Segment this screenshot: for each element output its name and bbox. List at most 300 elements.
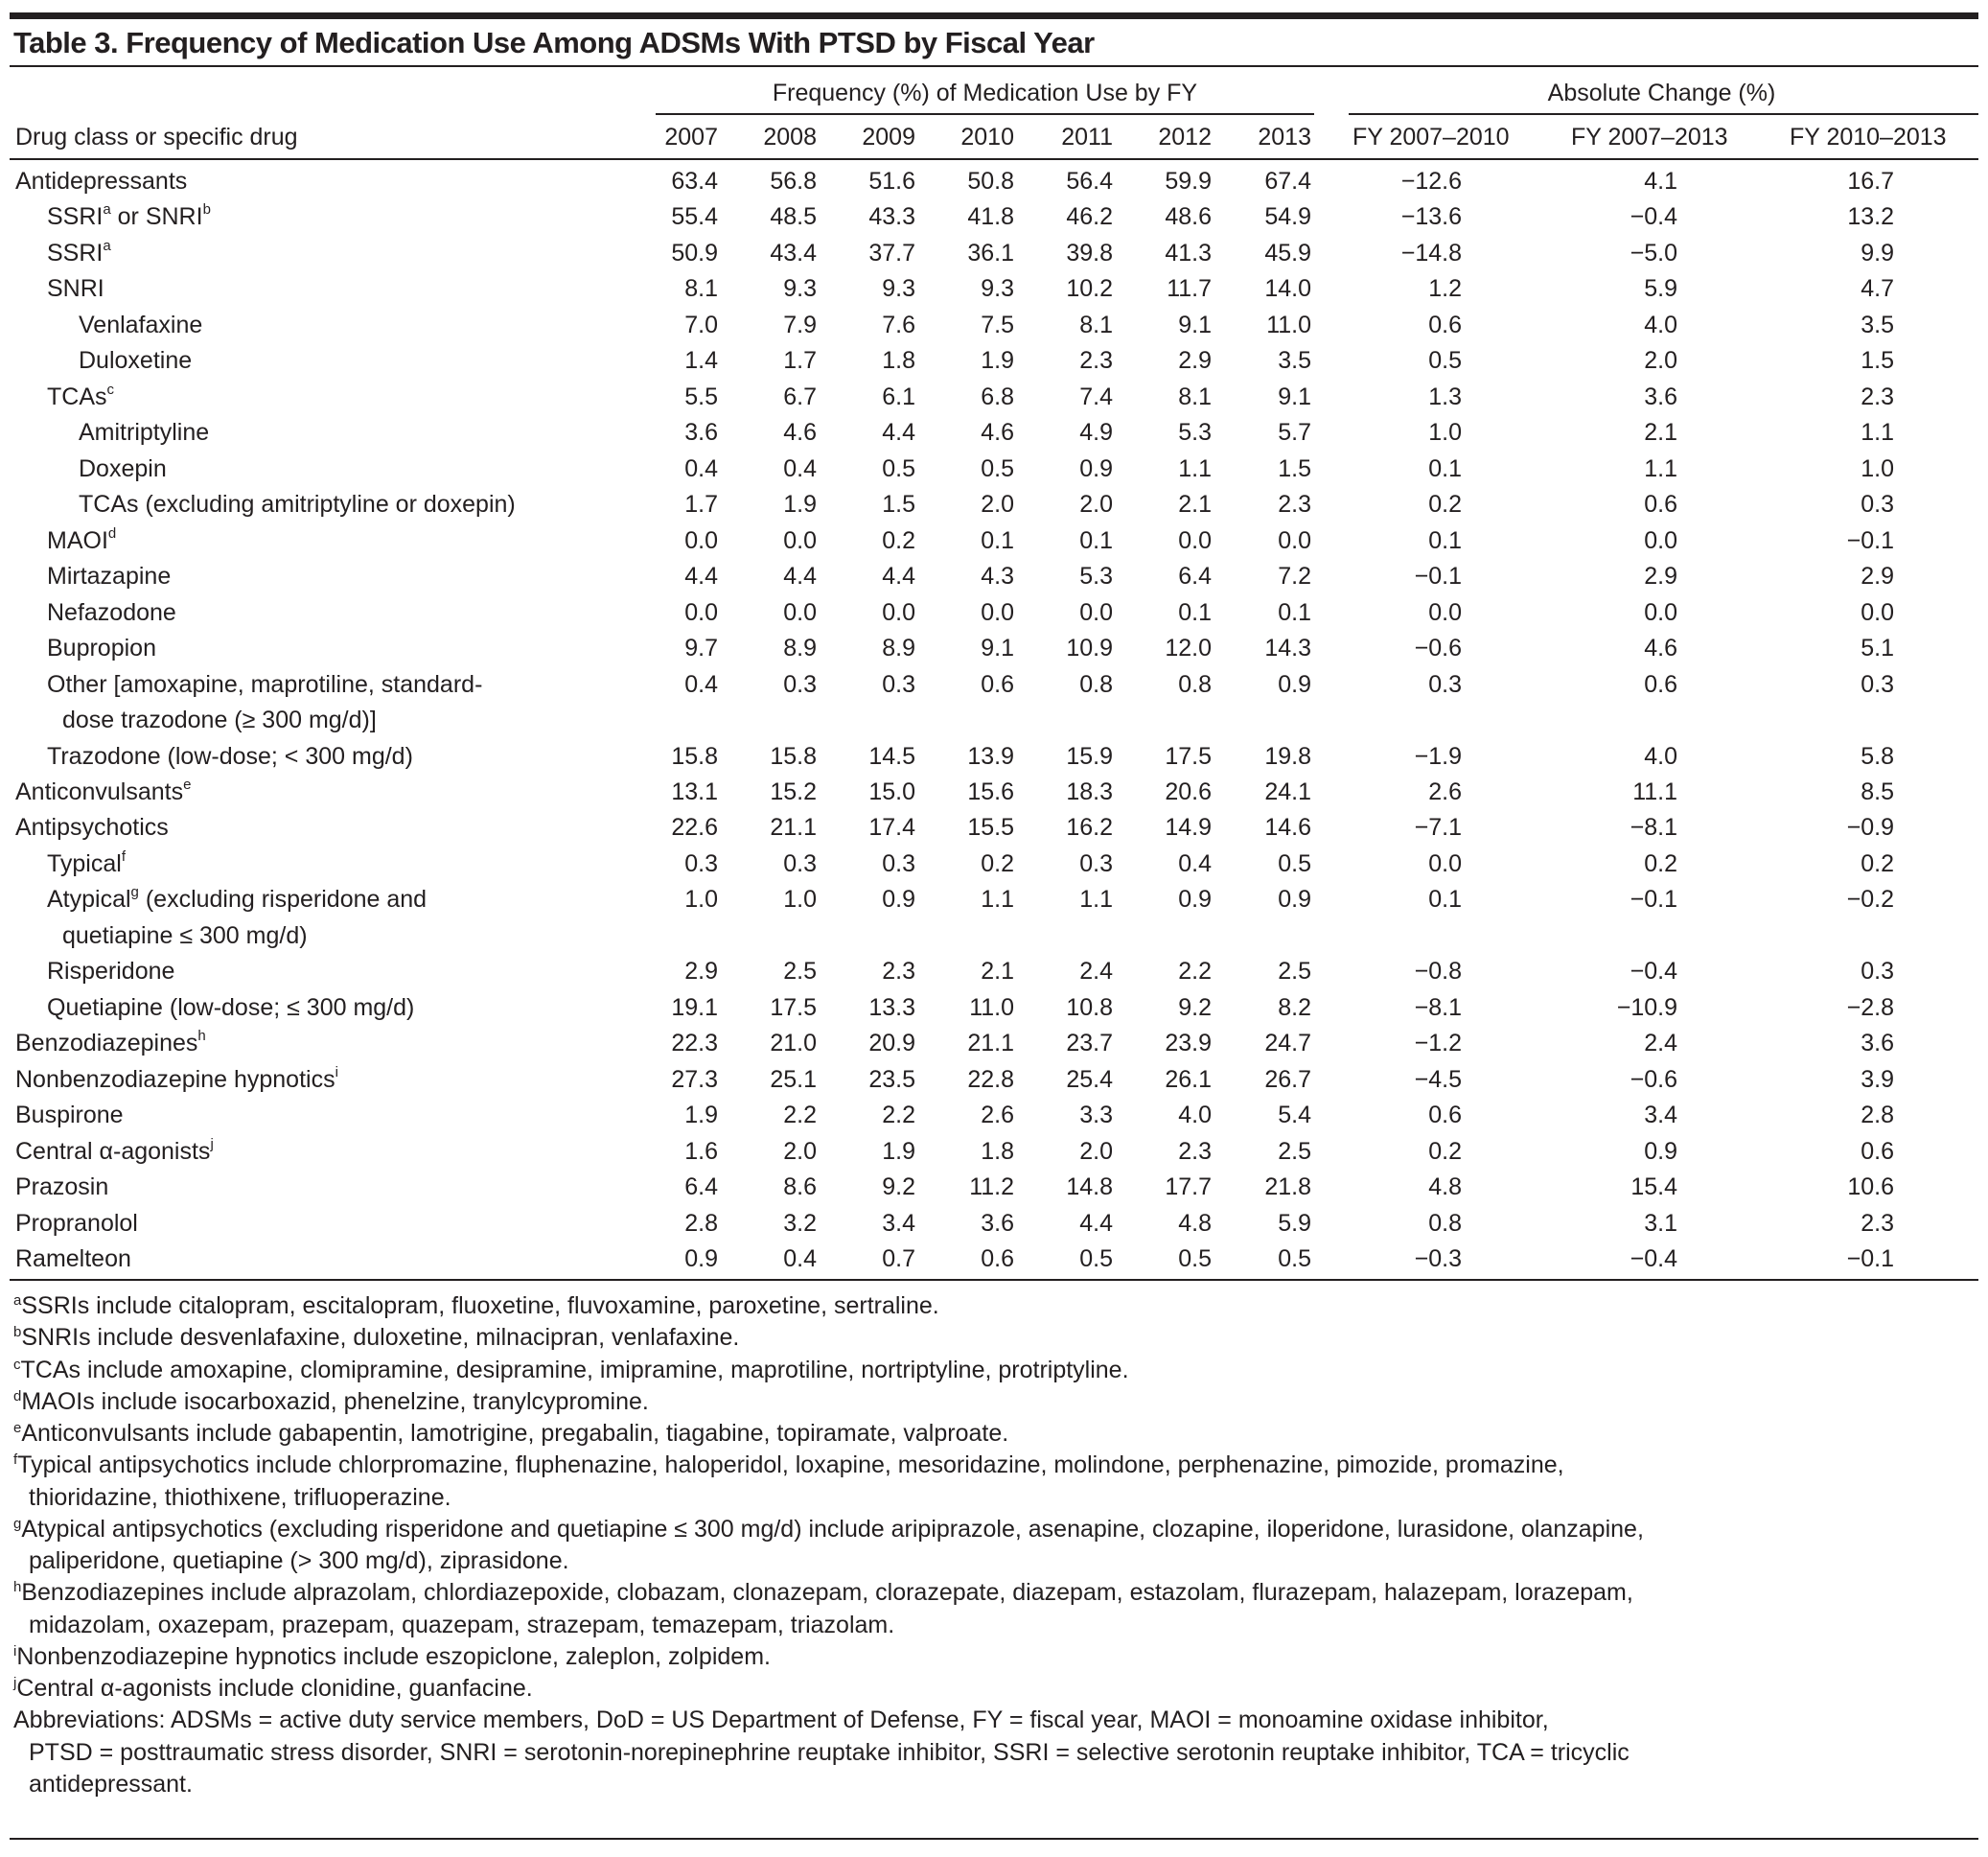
cell-change: −5.0 [1630, 239, 1677, 267]
footnote-text: Nonbenzodiazepine hypnotics include eszopiclone, zaleplon, zolpidem. [16, 1642, 771, 1670]
cell-frequency: 25.4 [1066, 1065, 1113, 1093]
cell-change: 1.0 [1861, 454, 1894, 482]
cell-frequency: 0.6 [981, 670, 1014, 698]
cell-frequency: 23.9 [1165, 1030, 1212, 1057]
cell-frequency: 4.3 [981, 563, 1014, 591]
cell-frequency: 15.0 [868, 778, 915, 805]
cell-frequency: 0.7 [882, 1245, 915, 1273]
row-label [47, 380, 114, 416]
cell-frequency: 0.0 [1178, 526, 1212, 554]
cell-frequency: 0.4 [783, 1245, 817, 1273]
cell-frequency: 0.0 [1278, 526, 1311, 554]
cell-frequency: 0.3 [783, 670, 817, 698]
label-text: Benzodiazepines [15, 1030, 198, 1057]
footnote-j [13, 1673, 533, 1705]
label-text: Risperidone [47, 958, 175, 986]
label-text: Other [amoxapine, maprotiline, standard- [47, 670, 483, 698]
table-row [0, 308, 1988, 344]
cell-frequency: 9.7 [684, 635, 718, 662]
cell-frequency: 1.4 [684, 347, 718, 375]
label-text: Doxepin [79, 454, 167, 482]
cell-frequency: 10.8 [1066, 993, 1113, 1021]
table-row [0, 487, 1988, 523]
cell-frequency: 55.4 [671, 203, 718, 231]
row-label [79, 308, 202, 344]
cell-change: 0.6 [1644, 491, 1677, 519]
row-label [47, 271, 104, 308]
row-label [47, 523, 116, 560]
cell-frequency: 21.1 [967, 1030, 1014, 1057]
cell-frequency: 4.4 [1079, 1209, 1113, 1237]
cell-frequency: 15.5 [967, 814, 1014, 842]
footnote-text: SSRIs include citalopram, escitalopram, fluoxetine, fluvoxamine, paroxetine, sertraline. [21, 1292, 939, 1319]
cell-frequency: 8.6 [783, 1173, 817, 1201]
cell-frequency: 48.6 [1165, 203, 1212, 231]
cell-frequency: 20.9 [868, 1030, 915, 1057]
row-label [47, 199, 211, 236]
cell-frequency: 43.4 [770, 239, 817, 267]
cell-change: 2.1 [1644, 419, 1677, 447]
table-row [0, 1134, 1988, 1171]
label-text: Antidepressants [15, 168, 188, 195]
cell-change: 1.0 [1428, 419, 1462, 447]
cell-frequency: 1.1 [1178, 454, 1212, 482]
header-year: 2008 [763, 124, 817, 151]
table-row [0, 1206, 1988, 1242]
cell-change: 2.0 [1644, 347, 1677, 375]
cell-change: 0.0 [1428, 849, 1462, 877]
cell-frequency: 4.9 [1079, 419, 1113, 447]
cell-frequency: 5.3 [1079, 563, 1113, 591]
cell-frequency: 2.5 [783, 958, 817, 986]
abbreviations-note [13, 1705, 1549, 1736]
label-text: Typical [47, 849, 122, 877]
footnote-i [13, 1641, 771, 1673]
cell-frequency: 4.6 [981, 419, 1014, 447]
cell-frequency: 5.7 [1278, 419, 1311, 447]
label-text: Propranolol [15, 1209, 138, 1237]
cell-change: 0.3 [1861, 958, 1894, 986]
cell-frequency: 6.8 [981, 383, 1014, 410]
label-text: TCAs (excluding amitriptyline or doxepin) [79, 491, 516, 519]
table-row [0, 415, 1988, 452]
cell-change: −10.9 [1616, 993, 1677, 1021]
cell-frequency: 6.4 [1178, 563, 1212, 591]
cell-change: 0.3 [1428, 670, 1462, 698]
cell-change: 3.6 [1861, 1030, 1894, 1057]
cell-change: 2.8 [1861, 1102, 1894, 1129]
cell-change: 5.9 [1644, 275, 1677, 303]
cell-frequency: 20.6 [1165, 778, 1212, 805]
cell-change: 9.9 [1861, 239, 1894, 267]
cell-frequency: 21.1 [770, 814, 817, 842]
cell-frequency: 4.4 [882, 419, 915, 447]
cell-change: 8.5 [1861, 778, 1894, 805]
header-rule [10, 158, 1978, 160]
table-row [0, 1098, 1988, 1134]
cell-frequency: 13.1 [671, 778, 718, 805]
cell-frequency: 50.8 [967, 168, 1014, 195]
cell-frequency: 2.5 [1278, 1137, 1311, 1165]
cell-frequency: 0.0 [1079, 598, 1113, 626]
cell-frequency: 11.0 [969, 993, 1014, 1021]
cell-frequency: 17.4 [868, 814, 915, 842]
cell-change: 16.7 [1847, 168, 1894, 195]
cell-change: −0.8 [1414, 958, 1462, 986]
table-row [0, 847, 1988, 883]
cell-frequency: 0.4 [684, 670, 718, 698]
footnote-g [13, 1545, 569, 1577]
label-text: MAOI [47, 526, 108, 554]
cell-frequency: 3.6 [684, 419, 718, 447]
cell-frequency: 0.3 [882, 670, 915, 698]
cell-change: 2.9 [1644, 563, 1677, 591]
cell-frequency: 8.9 [783, 635, 817, 662]
cell-frequency: 1.5 [882, 491, 915, 519]
cell-frequency: 0.5 [981, 454, 1014, 482]
cell-change: 10.6 [1847, 1173, 1894, 1201]
header-year: 2013 [1258, 124, 1311, 151]
cell-frequency: 0.9 [684, 1245, 718, 1273]
cell-frequency: 0.0 [783, 598, 817, 626]
label-text: SSRI [47, 203, 104, 231]
table-row-continuation [0, 703, 1988, 739]
bottom-rule [10, 1838, 1978, 1840]
cell-frequency: 10.9 [1066, 635, 1113, 662]
cell-change: −13.6 [1400, 203, 1462, 231]
footnote-e [13, 1418, 1008, 1450]
footnote-text: TCAs include amoxapine, clomipramine, desipramine, imipramine, maprotiline, nortriptyline, protriptyline. [20, 1356, 1129, 1383]
cell-frequency: 0.9 [1079, 454, 1113, 482]
cell-change: −0.1 [1414, 563, 1462, 591]
cell-frequency: 2.6 [981, 1102, 1014, 1129]
footnote-text: Anticonvulsants include gabapentin, lamotrigine, pregabalin, tiagabine, topiramate, valproate. [21, 1420, 1009, 1447]
cell-change: 0.6 [1861, 1137, 1894, 1165]
label-text: TCAs [47, 383, 107, 410]
cell-frequency: 7.5 [981, 311, 1014, 338]
cell-frequency: 14.8 [1066, 1173, 1113, 1201]
cell-frequency: 26.7 [1264, 1065, 1311, 1093]
cell-frequency: 0.1 [1178, 598, 1212, 626]
footnote-text: Central α-agonists include clonidine, guanfacine. [16, 1675, 533, 1702]
cell-frequency: 45.9 [1264, 239, 1311, 267]
cell-change: 0.6 [1428, 311, 1462, 338]
cell-frequency: 0.2 [981, 849, 1014, 877]
table-row [0, 1062, 1988, 1099]
cell-frequency: 17.5 [1165, 742, 1212, 770]
cell-change: 5.1 [1861, 635, 1894, 662]
label-text: (excluding risperidone and [138, 886, 428, 914]
cell-frequency: 15.9 [1066, 742, 1113, 770]
footnote-marker: j [210, 1135, 214, 1152]
header-group-frequency: Frequency (%) of Medication Use by FY [772, 80, 1198, 106]
row-label [79, 452, 167, 488]
cell-frequency: 1.9 [981, 347, 1014, 375]
cell-frequency: 0.1 [1278, 598, 1311, 626]
footnote-h [13, 1610, 894, 1641]
table-row [0, 954, 1988, 990]
cell-change: 5.8 [1861, 742, 1894, 770]
cell-frequency: 41.3 [1165, 239, 1212, 267]
cell-frequency: 54.9 [1264, 203, 1311, 231]
label-text: Mirtazapine [47, 563, 172, 591]
table-row [0, 739, 1988, 776]
header-change: FY 2007–2013 [1571, 124, 1728, 151]
cell-change: 0.6 [1428, 1102, 1462, 1129]
cell-frequency: 8.1 [684, 275, 718, 303]
title-rule [10, 65, 1978, 67]
cell-frequency: 2.2 [783, 1102, 817, 1129]
cell-change: 0.9 [1644, 1137, 1677, 1165]
cell-frequency: 3.3 [1079, 1102, 1113, 1129]
cell-frequency: 59.9 [1165, 168, 1212, 195]
footnote-marker: i [335, 1063, 338, 1080]
cell-frequency: 9.1 [981, 635, 1014, 662]
header-change: FY 2007–2010 [1352, 124, 1510, 151]
cell-change: 0.8 [1428, 1209, 1462, 1237]
footnote-marker: h [13, 1579, 22, 1596]
table-row [0, 882, 1988, 918]
table-row-continuation [0, 918, 1988, 955]
cell-change: 2.9 [1861, 563, 1894, 591]
cell-frequency: 19.8 [1264, 742, 1311, 770]
cell-frequency: 2.3 [1278, 491, 1311, 519]
cell-frequency: 9.2 [882, 1173, 915, 1201]
cell-change: 2.6 [1428, 778, 1462, 805]
row-label [79, 487, 516, 523]
footnote-marker: g [13, 1515, 22, 1532]
cell-frequency: 3.2 [783, 1209, 817, 1237]
cell-change: −0.1 [1846, 526, 1894, 554]
frequency-group-rule [656, 113, 1314, 115]
label-text: SNRI [47, 275, 104, 303]
cell-change: 0.1 [1428, 526, 1462, 554]
footnote-marker: b [202, 201, 211, 219]
cell-frequency: 4.8 [1178, 1209, 1212, 1237]
row-label-continuation: quetiapine ≤ 300 mg/d) [62, 921, 308, 949]
label-text: Bupropion [47, 635, 156, 662]
cell-frequency: 1.7 [783, 347, 817, 375]
row-label [15, 775, 191, 811]
row-label [15, 1026, 206, 1062]
row-label [47, 631, 156, 667]
cell-frequency: 0.2 [882, 526, 915, 554]
cell-change: 0.6 [1644, 670, 1677, 698]
label-text: Venlafaxine [79, 311, 203, 338]
cell-frequency: 26.1 [1165, 1065, 1212, 1093]
row-label [15, 1206, 138, 1242]
row-label [15, 810, 169, 847]
cell-change: −8.1 [1630, 814, 1677, 842]
label-text: Atypical [47, 886, 131, 914]
cell-frequency: 0.3 [1079, 849, 1113, 877]
cell-frequency: 51.6 [868, 168, 915, 195]
cell-frequency: 0.8 [1178, 670, 1212, 698]
cell-frequency: 2.2 [1178, 958, 1212, 986]
table-row [0, 271, 1988, 308]
table-row [0, 1026, 1988, 1062]
label-text: Trazodone (low-dose; < 300 mg/d) [47, 742, 413, 770]
cell-change: 3.6 [1644, 383, 1677, 410]
cell-change: 1.2 [1428, 275, 1462, 303]
cell-change: −12.6 [1400, 168, 1462, 195]
footnote-f [13, 1482, 451, 1514]
cell-frequency: 0.5 [1278, 1245, 1311, 1273]
cell-frequency: 9.3 [981, 275, 1014, 303]
cell-frequency: 1.0 [684, 886, 718, 914]
header-first-col: Drug class or specific drug [15, 124, 298, 151]
label-text: Nonbenzodiazepine hypnotics [15, 1065, 335, 1093]
cell-change: 1.3 [1428, 383, 1462, 410]
cell-change: 4.6 [1644, 635, 1677, 662]
cell-frequency: 4.4 [783, 563, 817, 591]
table-row [0, 343, 1988, 380]
cell-frequency: 15.2 [770, 778, 817, 805]
cell-frequency: 39.8 [1066, 239, 1113, 267]
header-year: 2007 [664, 124, 718, 151]
cell-frequency: 11.0 [1266, 311, 1311, 338]
cell-frequency: 23.5 [868, 1065, 915, 1093]
cell-change: 3.5 [1861, 311, 1894, 338]
cell-change: 0.3 [1861, 670, 1894, 698]
table-row [0, 199, 1988, 236]
cell-change: −0.4 [1630, 958, 1677, 986]
cell-frequency: 2.0 [981, 491, 1014, 519]
cell-frequency: 0.0 [882, 598, 915, 626]
cell-frequency: 0.8 [1079, 670, 1113, 698]
cell-frequency: 56.4 [1066, 168, 1113, 195]
cell-frequency: 15.6 [967, 778, 1014, 805]
cell-change: −0.3 [1414, 1245, 1462, 1273]
cell-frequency: 0.4 [684, 454, 718, 482]
table-bottom-rule [10, 1279, 1978, 1281]
cell-frequency: 0.5 [1079, 1245, 1113, 1273]
cell-frequency: 19.1 [671, 993, 718, 1021]
cell-frequency: 50.9 [671, 239, 718, 267]
cell-frequency: 41.8 [967, 203, 1014, 231]
footnote-text: thioridazine, thiothixene, trifluoperazine. [29, 1483, 451, 1511]
label-text: Ramelteon [15, 1245, 131, 1273]
cell-frequency: 7.6 [882, 311, 915, 338]
cell-frequency: 7.2 [1278, 563, 1311, 591]
cell-frequency: 13.9 [967, 742, 1014, 770]
footnote-text: Atypical antipsychotics (excluding risperidone and quetiapine ≤ 300 mg/d) include aripiprazole, asenapine, clozapine, iloperidone, lurasidone, olanzapine, [21, 1515, 1644, 1543]
cell-frequency: 7.0 [684, 311, 718, 338]
cell-frequency: 13.3 [868, 993, 915, 1021]
cell-change: 0.3 [1861, 491, 1894, 519]
cell-change: 1.5 [1861, 347, 1894, 375]
footnote-marker: f [121, 847, 126, 865]
table-title: Table 3. Frequency of Medication Use Among ADSMs With PTSD by Fiscal Year [13, 26, 1095, 59]
cell-frequency: 5.3 [1178, 419, 1212, 447]
cell-frequency: 11.2 [969, 1173, 1014, 1201]
cell-change: −8.1 [1414, 993, 1462, 1021]
label-text: Amitriptyline [79, 419, 210, 447]
cell-frequency: 1.6 [684, 1137, 718, 1165]
change-group-rule [1349, 113, 1978, 115]
cell-frequency: 36.1 [967, 239, 1014, 267]
cell-change: 15.4 [1630, 1173, 1677, 1201]
cell-change: −0.9 [1846, 814, 1894, 842]
cell-frequency: 43.3 [868, 203, 915, 231]
cell-frequency: 0.5 [1278, 849, 1311, 877]
cell-change: 0.2 [1428, 491, 1462, 519]
footnote-marker: d [13, 1387, 22, 1404]
table-row [0, 631, 1988, 667]
header-year: 2010 [960, 124, 1014, 151]
cell-change: −0.1 [1630, 886, 1677, 914]
cell-frequency: 63.4 [671, 168, 718, 195]
cell-frequency: 9.2 [1178, 993, 1212, 1021]
cell-change: −14.8 [1400, 239, 1462, 267]
cell-frequency: 0.4 [783, 454, 817, 482]
table-row [0, 595, 1988, 632]
cell-frequency: 0.1 [981, 526, 1014, 554]
footnote-d [13, 1386, 649, 1418]
table-row [0, 236, 1988, 272]
cell-change: −0.4 [1630, 203, 1677, 231]
cell-frequency: 2.0 [1079, 491, 1113, 519]
label-text: SSRI [47, 239, 104, 267]
cell-frequency: 0.0 [981, 598, 1014, 626]
table-row [0, 559, 1988, 595]
cell-change: 2.3 [1861, 1209, 1894, 1237]
cell-frequency: 17.7 [1165, 1173, 1212, 1201]
cell-frequency: 5.9 [1278, 1209, 1311, 1237]
cell-frequency: 2.9 [1178, 347, 1212, 375]
table-row [0, 1242, 1988, 1278]
cell-frequency: 8.1 [1178, 383, 1212, 410]
table-row [0, 810, 1988, 847]
footnote-marker: j [13, 1675, 17, 1691]
cell-frequency: 0.3 [882, 849, 915, 877]
footnote-b [13, 1322, 739, 1354]
cell-frequency: 6.7 [783, 383, 817, 410]
cell-frequency: 24.7 [1264, 1030, 1311, 1057]
footnote-f [13, 1450, 1564, 1481]
footnote-text: midazolam, oxazepam, prazepam, quazepam, strazepam, temazepam, triazolam. [29, 1611, 895, 1638]
cell-frequency: 14.0 [1264, 275, 1311, 303]
row-label [47, 847, 126, 883]
label-text: Anticonvulsants [15, 778, 184, 805]
cell-frequency: 46.2 [1066, 203, 1113, 231]
table-row [0, 523, 1988, 560]
cell-frequency: 0.3 [684, 849, 718, 877]
footnote-text: paliperidone, quetiapine (> 300 mg/d), ziprasidone. [29, 1547, 569, 1574]
cell-frequency: 25.1 [770, 1065, 817, 1093]
cell-frequency: 2.0 [783, 1137, 817, 1165]
cell-frequency: 14.5 [868, 742, 915, 770]
cell-change: 4.1 [1644, 168, 1677, 195]
cell-frequency: 18.3 [1066, 778, 1113, 805]
row-label [47, 595, 176, 632]
footnote-marker: d [107, 524, 117, 542]
footnote-marker: h [197, 1028, 206, 1045]
cell-frequency: 27.3 [671, 1065, 718, 1093]
cell-frequency: 7.9 [783, 311, 817, 338]
label-text: Quetiapine (low-dose; ≤ 300 mg/d) [47, 993, 415, 1021]
cell-frequency: 0.3 [783, 849, 817, 877]
cell-change: −0.1 [1846, 1245, 1894, 1273]
row-label [79, 343, 192, 380]
footnote-text: MAOIs include isocarboxazid, phenelzine, tranylcypromine. [21, 1387, 649, 1415]
cell-change: −0.4 [1630, 1245, 1677, 1273]
header-year: 2009 [862, 124, 915, 151]
footnote-c [13, 1355, 1129, 1386]
cell-frequency: 4.4 [882, 563, 915, 591]
cell-frequency: 14.6 [1264, 814, 1311, 842]
cell-change: 0.0 [1644, 526, 1677, 554]
